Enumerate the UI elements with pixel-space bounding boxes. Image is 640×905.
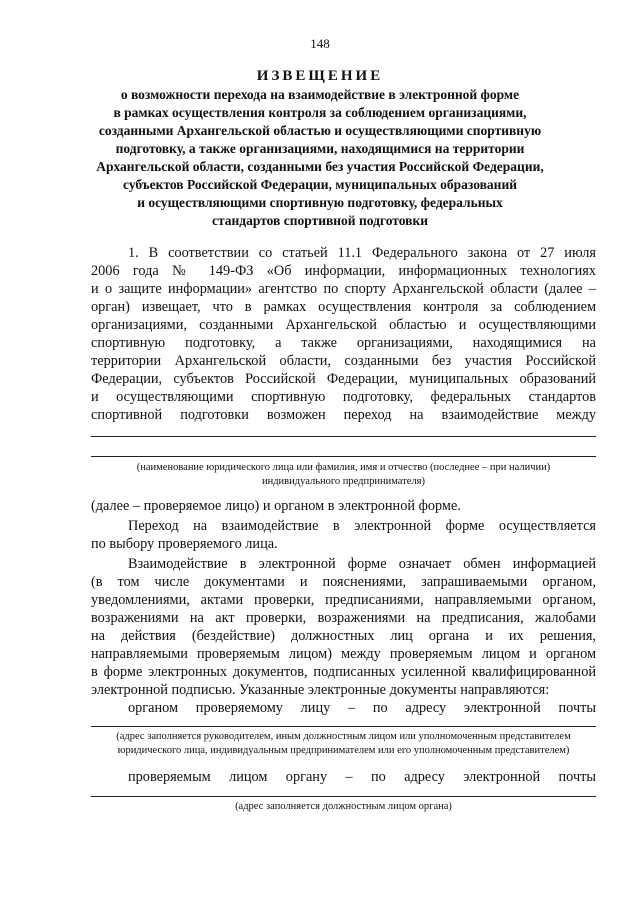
paragraph-4-line: в форме электронных документов, подписанных усиленной квалифицированной — [91, 664, 596, 680]
document-title: ИЗВЕЩЕНИЕ — [256, 68, 384, 84]
page-number: 148 — [310, 36, 330, 51]
paragraph-1-line: организациями, созданными Архангельской областью и осуществляющими — [91, 317, 596, 333]
paragraph-1-line: и о защите информации» агентство по спорту Архангельской области (далее – — [91, 281, 596, 297]
field-caption — [91, 461, 596, 489]
subtitle-line: субъектов Российской Федерации, муниципальных образований — [123, 177, 517, 192]
caption-line: (наименование юридического лица или фамилия, имя и отчество (последнее – при наличии) — [136, 462, 551, 473]
paragraph-4-line: на действия (бездействие) должностных лиц органа и их решения, — [91, 628, 596, 644]
subtitle-line: подготовку, а также организациями, находящимися на территории — [115, 141, 525, 156]
fill-in-line — [91, 726, 596, 727]
paragraph-3-line: Переход на взаимодействие в электронной форме осуществляется — [128, 518, 596, 534]
caption-line: (адрес заполняется должностным лицом органа) — [235, 801, 452, 812]
paragraph-1-line: и осуществляющими спортивную подготовку, федеральных стандартов — [91, 389, 596, 405]
caption-line: индивидуального предпринимателя) — [261, 476, 426, 487]
fill-in-line — [91, 436, 596, 437]
paragraph-1-line: 1. В соответствии со статьей 11.1 Федерального закона от 27 июля — [128, 245, 596, 261]
subtitle-line: Архангельской области, созданными без участия Российской Федерации, — [96, 159, 544, 174]
document-subtitle — [90, 86, 550, 230]
paragraph-2-line: (далее – проверяемое лицо) и органом в электронной форме. — [91, 498, 461, 514]
fill-in-line — [91, 796, 596, 797]
paragraph-1-line: 2006 года № 149-ФЗ «Об информации, информационных технологиях — [91, 263, 596, 279]
paragraph-1-line: спортивную подготовку, а также организациями, находящимися на — [91, 335, 596, 351]
paragraph-4-line: направляемыми проверяемым лицом) между проверяемым лицом и органом — [91, 646, 596, 662]
subtitle-line: и осуществляющими спортивную подготовку, федеральных — [137, 195, 503, 210]
paragraph-3-line: по выбору проверяемого лица. — [91, 536, 278, 552]
paragraph-1-line: орган) извещает, что в рамках осуществления контроля за соблюдением — [91, 299, 596, 315]
paragraph-6-line: проверяемым лицом органу – по адресу электронной почты — [128, 769, 596, 785]
subtitle-line: о возможности перехода на взаимодействие в электронной форме — [120, 87, 520, 102]
field-caption — [91, 730, 596, 758]
field-caption — [91, 800, 596, 814]
paragraph-1-line: Федерации, субъектов Российской Федерации, муниципальных образований — [91, 371, 596, 387]
paragraph-5-line: органом проверяемому лицу – по адресу электронной почты — [128, 700, 596, 716]
paragraph-4-line: электронной подписью. Указанные электронные документы направляются: — [91, 682, 550, 698]
subtitle-line: стандартов спортивной подготовки — [211, 213, 429, 228]
paragraph-4-line: (в том числе документами и пояснениями, запрашиваемыми органом, — [91, 574, 596, 590]
paragraph-1-line: территории Архангельской области, созданными без участия Российской — [91, 353, 596, 369]
caption-line: юридического лица, индивидуальным предпринимателем или его уполномоченным представителем) — [117, 745, 570, 756]
subtitle-line: созданными Архангельской областью и осуществляющими спортивную — [98, 123, 542, 138]
caption-line: (адрес заполняется руководителем, иным должностным лицом или уполномоченным представителем — [116, 731, 571, 742]
paragraph-4-line: возражениями на акт проверки, возражениями на предписания, жалобами — [91, 610, 596, 626]
paragraph-1-line: спортивной подготовки возможен переход на взаимодействие между — [91, 407, 596, 423]
paragraph-4-line: уведомлениями, актами проверки, предписаниями, направляемыми органом, — [91, 592, 596, 608]
paragraph-4-line: Взаимодействие в электронной форме означает обмен информацией — [128, 556, 596, 572]
fill-in-line — [91, 456, 596, 457]
subtitle-line: в рамках осуществления контроля за соблюдением организациями, — [113, 105, 527, 120]
